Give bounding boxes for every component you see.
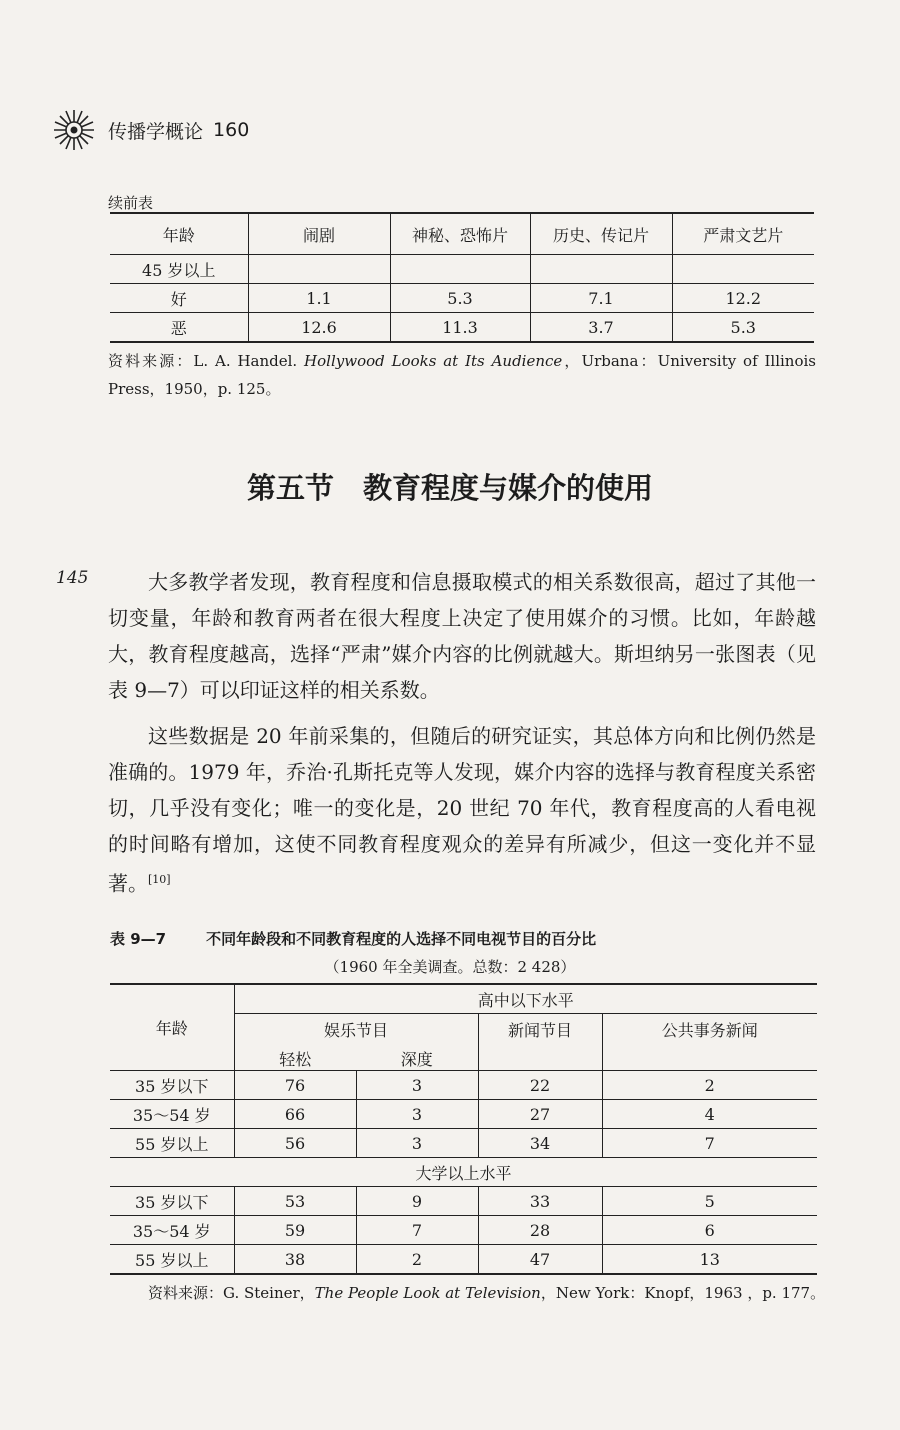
table-cell: 11.3 — [390, 313, 530, 343]
table-cell: 12.6 — [248, 313, 390, 343]
col-header-public-affairs: 公共事务新闻 — [602, 1014, 817, 1071]
table-cell: 3 — [356, 1100, 478, 1129]
table-cell: 28 — [478, 1216, 602, 1245]
section-heading: 第五节 教育程度与媒介的使用 — [246, 471, 653, 505]
col-header-serious-drama: 严肃文艺片 — [672, 213, 814, 255]
col-header-mystery-horror: 神秘、恐怖片 — [390, 213, 530, 255]
table-row — [110, 1187, 817, 1216]
sun-flower-icon — [52, 108, 96, 152]
table-row — [110, 1216, 817, 1245]
tv-program-preference-table — [110, 983, 817, 1275]
table-row — [110, 313, 814, 343]
table-cell: 1.1 — [248, 284, 390, 313]
source-prefix: 资料来源：L. A. Handel. — [108, 352, 305, 370]
table-cell: 5.3 — [390, 284, 530, 313]
table-cell: 56 — [234, 1129, 356, 1158]
entertainment-label: 娱乐节目 — [323, 1021, 388, 1040]
table-title: 不同年龄段和不同教育程度的人选择不同电视节目的百分比 — [206, 930, 597, 948]
row-label: 好 — [110, 284, 248, 313]
table-row — [110, 1245, 817, 1275]
row-age: 35～54 岁 — [110, 1100, 234, 1129]
table-cell: 3.7 — [530, 313, 672, 343]
col-header-history-biography: 历史、传记片 — [530, 213, 672, 255]
row-age: 35～54 岁 — [110, 1216, 234, 1245]
table-row — [110, 1100, 817, 1129]
body-paragraph-2 — [108, 718, 816, 902]
table-cell: 34 — [478, 1129, 602, 1158]
table2-source-note — [148, 1282, 825, 1303]
table-cell: 53 — [234, 1187, 356, 1216]
table-row — [110, 284, 814, 313]
row-age: 35 岁以下 — [110, 1071, 234, 1100]
table-cell: 5.3 — [672, 313, 814, 343]
source-suffix: ，New York：Knopf，1963 ，p. 177。 — [540, 1284, 826, 1302]
col-header-deep: 深度 — [400, 1050, 433, 1069]
continued-table — [110, 212, 814, 343]
row-age: 55 岁以上 — [110, 1245, 234, 1275]
page-number: 160 — [213, 119, 250, 141]
table-row — [110, 1071, 817, 1100]
table-cell: 33 — [478, 1187, 602, 1216]
group-header: 高中以下水平 — [234, 984, 817, 1014]
table1-source-note — [108, 347, 816, 403]
table-cell: 76 — [234, 1071, 356, 1100]
table-cell: 27 — [478, 1100, 602, 1129]
table-cell: 3 — [356, 1071, 478, 1100]
group-header: 大学以上水平 — [110, 1158, 817, 1187]
table-cell: 38 — [234, 1245, 356, 1275]
margin-page-number: 145 — [56, 568, 89, 588]
running-header — [52, 108, 249, 152]
table-cell: 22 — [478, 1071, 602, 1100]
row-age: 55 岁以上 — [110, 1129, 234, 1158]
table-row — [110, 1129, 817, 1158]
body-paragraph-1: 大多教学者发现，教育程度和信息摄取模式的相关系数很高，超过了其他一切变量，年龄和教育两者在很大程度上决定了使用媒介的习惯。比如，年龄越大，教育程度越高，选择“严肃”媒介内容的比例就越大。斯坦纳另一张图表（见表 9—7）可以印证这样的相关系数。 — [108, 570, 816, 702]
col-header-farce: 闹剧 — [248, 213, 390, 255]
source-title: Hollywood Looks at Its Audience — [304, 352, 563, 370]
table-cell: 7 — [356, 1216, 478, 1245]
table-cell: 7 — [602, 1129, 817, 1158]
row-label: 恶 — [110, 313, 248, 343]
table-number: 表 9—7 — [110, 930, 167, 948]
col-header-news: 新闻节目 — [478, 1014, 602, 1071]
table-cell: 4 — [602, 1100, 817, 1129]
table-cell: 59 — [234, 1216, 356, 1245]
col-header-light: 轻松 — [279, 1050, 312, 1069]
source-suffix: ，Urbana：University of Illinois Press，1950，p. 125。 — [108, 352, 816, 398]
col-header-entertainment — [234, 1014, 478, 1071]
table-cell: 66 — [234, 1100, 356, 1129]
table-cell: 5 — [602, 1187, 817, 1216]
table-cell: 47 — [478, 1245, 602, 1275]
table-cell: 6 — [602, 1216, 817, 1245]
row-age: 35 岁以下 — [110, 1187, 234, 1216]
table-continued-label: 续前表 — [108, 194, 154, 212]
table-cell: 12.2 — [672, 284, 814, 313]
age-group-label: 45 岁以上 — [110, 255, 248, 284]
source-title: The People Look at Television — [314, 1284, 541, 1302]
table-cell: 2 — [602, 1071, 817, 1100]
footnote-ref[interactable]: [10] — [148, 873, 171, 886]
paragraph-text: 这些数据是 20 年前采集的，但随后的研究证实，其总体方向和比例仍然是准确的。1979 年，乔治·孔斯托克等人发现，媒介内容的选择与教育程度关系密切，几乎没有变化；唯一的变化是，20 世纪 70 年代，教育程度高的人看电视的时间略有增加，这使不同教育程度观众的差异有所减少，但这一变化并不显著。 — [108, 724, 816, 896]
source-prefix: 资料来源：G. Steiner， — [148, 1284, 315, 1302]
table-cell: 2 — [356, 1245, 478, 1275]
col-header-age: 年龄 — [110, 213, 248, 255]
table-cell: 3 — [356, 1129, 478, 1158]
book-title: 传播学概论 — [108, 120, 204, 143]
table-cell: 9 — [356, 1187, 478, 1216]
table-subtitle: （1960 年全美调查。总数：2 428） — [324, 958, 576, 976]
table-cell: 7.1 — [530, 284, 672, 313]
col-header-age: 年龄 — [110, 984, 234, 1071]
table-caption — [110, 928, 596, 949]
table-cell: 13 — [602, 1245, 817, 1275]
